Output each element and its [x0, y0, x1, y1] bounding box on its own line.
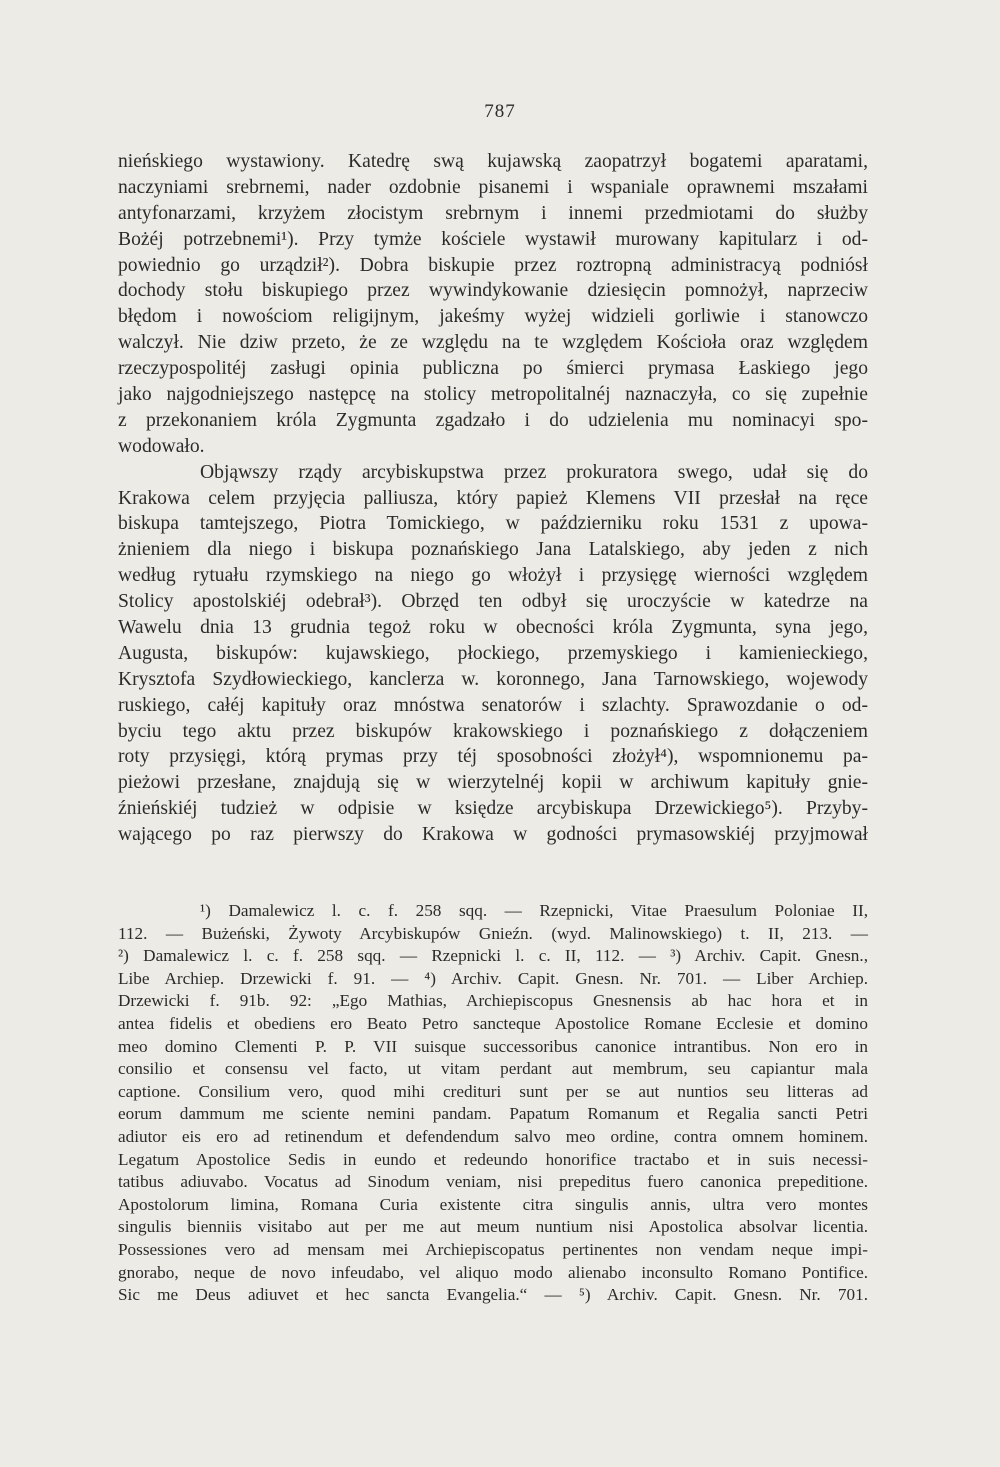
text-line: byciu tego aktu przez biskupów krakowskiego i poznańskiego z dołączeniem	[118, 720, 868, 742]
text-line: Krysztofa Szydłowieckiego, kanclerza w. koronnego, Jana Tarnowskiego, wojewody	[118, 668, 868, 690]
text-line: powiednio go urządził²). Dobra biskupie przez roztropną administracyą podniósł	[118, 254, 868, 276]
footnote-line: Libe Archiep. Drzewicki f. 91. — ⁴) Archiv. Capit. Gnesn. Nr. 701. — Liber Archiep.	[118, 968, 868, 988]
text-line: antyfonarzami, krzyżem złocistym srebrnym i innemi przedmiotami do służby	[118, 202, 868, 224]
footnote-line: gnorabo, neque de novo infeudabo, vel aliquo modo alienabo inconsulto Romano Pontifice.	[118, 1262, 868, 1282]
text-line: źnieńskiéj tudzież w odpisie w księdze arcybiskupa Drzewickiego⁵). Przyby-	[118, 798, 868, 820]
text-line: Krakowa celem przyjęcia palliusza, który papież Klemens VII przesłał na ręce	[118, 487, 868, 509]
footnote-line: Sic me Deus adiuvet et hec sancta Evangelia.“ — ⁵) Archiv. Capit. Gnesn. Nr. 701.	[118, 1285, 868, 1305]
footnote-line: Possessiones vero ad mensam mei Archiepiscopatus pertinentes non vendam neque impi-	[118, 1239, 868, 1259]
text-line: żnieniem dla niego i biskupa poznańskiego Jana Latalskiego, aby jeden z nich	[118, 539, 868, 561]
footnotes	[118, 900, 868, 1307]
text-line: biskupa tamtejszego, Piotra Tomickiego, w październiku roku 1531 z upowa-	[118, 513, 868, 535]
text-line: Stolicy apostolskiéj odebrał³). Obrzęd ten odbył się uroczyście w katedrze na	[118, 591, 868, 613]
text-line: naczyniami srebrnemi, nader ozdobnie pisanemi i wspaniale oprawnemi mszałami	[118, 176, 868, 198]
footnote-line: meo domino Clementi P. P. VII suisque successoribus canonice intrantibus. Non ero in	[118, 1036, 868, 1056]
text-line: rzeczypospolitéj zasługi opinia publiczna po śmierci prymasa Łaskiego jego	[118, 358, 868, 380]
footnote-line: Apostolorum limina, Romana Curia existente citra singulis annis, ultra vero montes	[118, 1194, 868, 1214]
text-line: dochody stołu biskupiego przez wywindykowanie dziesięcin pomnożył, naprzeciw	[118, 280, 868, 302]
footnote-line: Legatum Apostolice Sedis in eundo et redeundo honorifice tractabo et in suis necessi-	[118, 1149, 868, 1169]
text-line: jako najgodniejszego następcę na stolicy metropolitalnéj naznaczyła, co się zupełnie	[118, 384, 868, 406]
text-line: według rytuału rzymskiego na niego go włożył i przysięgę wierności względem	[118, 565, 868, 587]
text-line: walczył. Nie dziw przeto, że ze względu na te względem Kościoła oraz względem	[118, 332, 868, 354]
footnote-line: 112. — Bużeński, Żywoty Arcybiskupów Gnieźn. (wyd. Malinowskiego) t. II, 213. —	[118, 923, 868, 943]
text-line: Objąwszy rządy arcybiskupstwa przez prokuratora swego, udał się do	[200, 461, 868, 483]
text-line: roty przysięgi, którą prymas przy téj sposobności złożył⁴), wspomnionemu pa-	[118, 746, 868, 768]
text-line: Wawelu dnia 13 grudnia tegoż roku w obecności króla Zygmunta, syna jego,	[118, 617, 868, 639]
text-line: wodowało.	[118, 435, 205, 457]
text-line: z przekonaniem króla Zygmunta zgadzało i do udzielenia mu nominacyi spo-	[118, 409, 868, 431]
footnote-line: consilio et consensu vel facto, ut vitam perdant aut membrum, seu capiantur mala	[118, 1059, 868, 1079]
page-number: 787	[484, 101, 516, 122]
text-line: Augusta, biskupów: kujawskiego, płockiego, przemyskiego i kamienieckiego,	[118, 642, 868, 664]
text-line: wającego po raz pierwszy do Krakowa w godności prymasowskiéj przyjmował	[118, 824, 868, 846]
text-line: pieżowi przesłane, znajdują się w wierzytelnéj kopii w archiwum kapituły gnie-	[118, 772, 868, 794]
footnote-line: antea fidelis et obediens ero Beato Petro sancteque Apostolice Romane Ecclesie et domino	[118, 1013, 868, 1033]
footnote-line: adiutor eis ero ad retinendum et defendendum salvo meo ordine, contra omnem hominem.	[118, 1126, 868, 1146]
text-line: błędom i nowościom religijnym, jakeśmy wyżej widzieli gorliwie i stanowczo	[118, 306, 868, 328]
footnote-line: singulis bienniis visitabo aut per me aut meum nuntium nisi Apostolica absolvar licentia.	[118, 1217, 868, 1237]
text-line: nieńskiego wystawiony. Katedrę swą kujawską zaopatrzył bogatemi aparatami,	[118, 151, 868, 172]
main-text	[118, 149, 868, 848]
footnote-line: captione. Consilium vero, quod mihi credituri sunt per se aut nuntios seu litteras ad	[118, 1081, 868, 1101]
text-line: ruskiego, całéj kapituły oraz mnóstwa senatorów i szlachty. Sprawozdanie o od-	[118, 694, 868, 716]
text-line: Bożéj potrzebnemi¹). Przy tymże kościele wystawił murowany kapitularz i od-	[118, 228, 868, 250]
footnote-line: ¹) Damalewicz l. c. f. 258 sqq. — Rzepnicki, Vitae Praesulum Poloniae II,	[200, 901, 868, 920]
footnote-line: eorum dammum me sciente nemini pandam. Papatum Romanum et Regalia sancti Petri	[118, 1104, 868, 1124]
footnote-line: Drzewicki f. 91b. 92: „Ego Mathias, Archiepiscopus Gnesnensis ab hac hora et in	[118, 991, 868, 1011]
footnote-line: tatibus adiuvabo. Vocatus ad Sinodum veniam, nisi prepeditus fuero canonica prepeditione.	[118, 1172, 868, 1192]
footnote-line: ²) Damalewicz l. c. f. 258 sqq. — Rzepnicki l. c. II, 112. — ³) Archiv. Capit. Gnesn.,	[118, 946, 868, 966]
